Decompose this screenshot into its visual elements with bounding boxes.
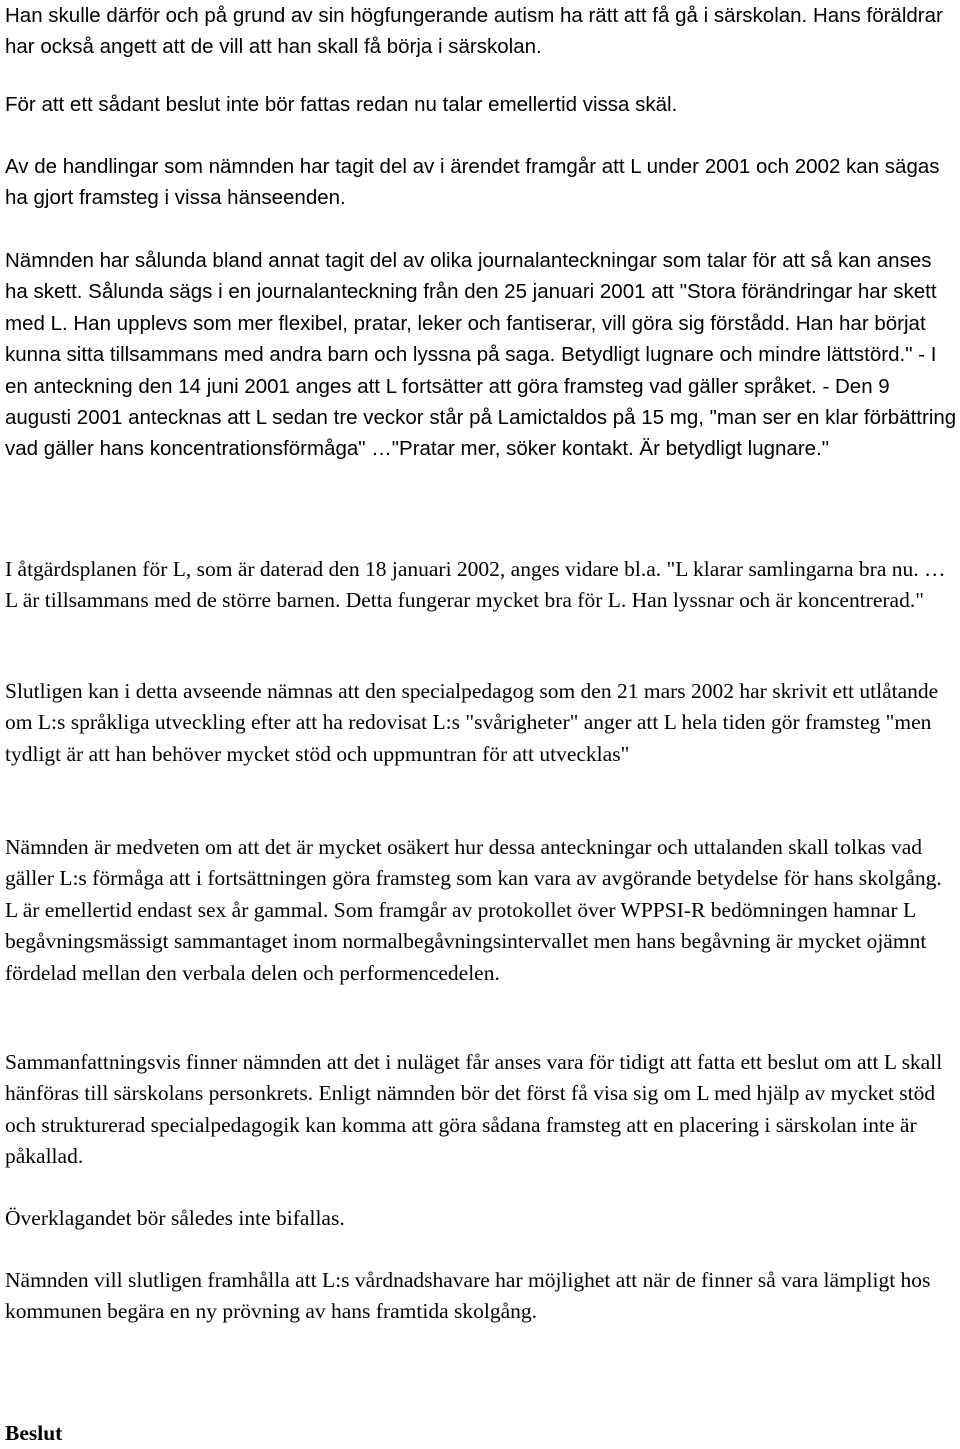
- paragraph-3: Av de handlingar som nämnden har tagit del av i ärendet framgår att L under 2001 och 2002 kan sägas ha gjort framsteg i vissa hänseenden.: [5, 155, 940, 210]
- paragraph-8: Sammanfattningsvis finner nämnden att det i nuläget får anses vara för tidigt att fatta ett beslut om att L skall hänföras till särskolans personkrets. Enligt nämnden bör det först få visa sig om L med hjälp av mycket stöd och strukturerad specialpedagogik kan komma att göra sådana framsteg att en placering i särskolan inte är påkallad.: [5, 1050, 943, 1169]
- paragraph-5: I åtgärdsplanen för L, som är daterad den 18 januari 2002, anges vidare bl.a. "L klarar samlingarna bra nu. …L är tillsammans med de större barnen. Detta fungerar mycket bra för L. Han lyssnar och är koncentrerad.": [5, 557, 946, 613]
- paragraph-10: Nämnden vill slutligen framhålla att L:s vårdnadshavare har möjlighet att när de finner så vara lämpligt hos kommunen begära en ny prövning av hans framtida skolgång.: [5, 1268, 931, 1324]
- paragraph-9: Överklagandet bör således inte bifallas.: [5, 1206, 345, 1230]
- paragraph-4: Nämnden har sålunda bland annat tagit del av olika journalanteckningar som talar för att så kan anses ha skett. Sålunda sägs i en journalanteckning från den 25 januari 2001 att "Stora förändringar har skett med L. Han upplevs som mer flexibel, pratar, leker och fantiserar, vill göra sig förstådd. Han har börjat kunna sitta tillsammans med andra barn och lyssna på saga. Betydligt lugnare och mindre lättstörd." - I en anteckning den 14 juni 2001 anges att L fortsätter att göra framsteg vad gäller språket. - Den 9 augusti 2001 antecknas att L sedan tre veckor står på Lamictaldos på 15 mg, "man ser en klar förbättring vad gäller hans koncentrationsförmåga" …"Pratar mer, söker kontakt. Är betydligt lugnare.": [5, 249, 957, 461]
- paragraph-1: Han skulle därför och på grund av sin högfungerande autism ha rätt att få gå i särskolan. Hans föräldrar har också angett att de vill att han skall få börja i särskolan.: [5, 4, 943, 59]
- section-heading: Beslut: [5, 1421, 63, 1445]
- paragraph-6: Slutligen kan i detta avseende nämnas att den specialpedagog som den 21 mars 2002 har skrivit ett utlåtande om L:s språkliga utveckling efter att ha redovisat L:s "svårigheter" anger att L hela tiden gör framsteg "men tydligt är att han behöver mycket stöd och uppmuntran för att utvecklas": [5, 679, 939, 766]
- paragraph-7: Nämnden är medveten om att det är mycket osäkert hur dessa anteckningar och uttalanden skall tolkas vad gäller L:s förmåga att i fortsättningen göra framsteg som kan vara av avgörande betydelse för hans skolgång. L är emellertid endast sex år gammal. Som framgår av protokollet över WPPSI-R bedömningen hamnar L begåvningsmässigt sammantaget inom normalbegåvningsintervallet men hans begåvning är mycket ojämnt fördelad mellan den verbala delen och performencedelen.: [5, 835, 942, 985]
- paragraph-2: För att ett sådant beslut inte bör fattas redan nu talar emellertid vissa skäl.: [5, 93, 678, 116]
